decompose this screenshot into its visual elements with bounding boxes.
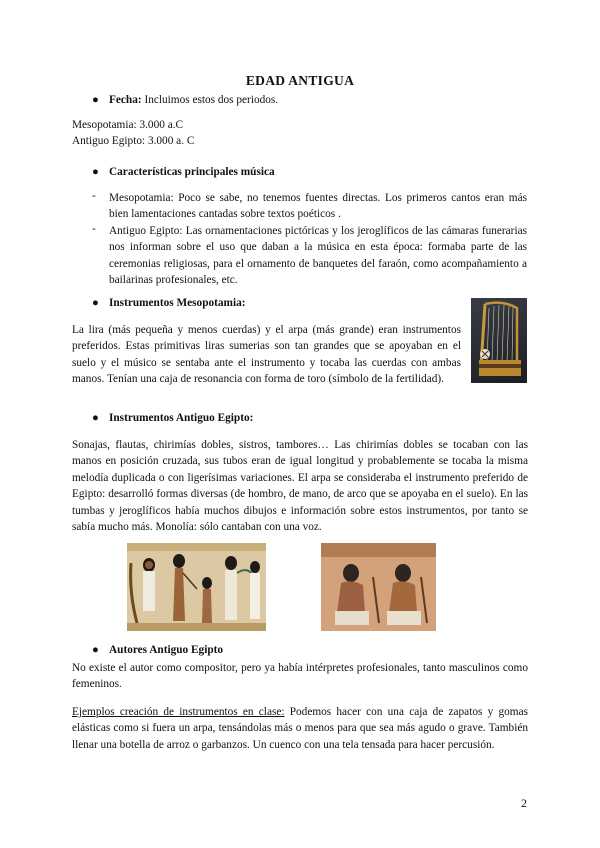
lyre-image	[471, 298, 527, 383]
autores-heading: Autores Antiguo Egipto	[109, 644, 224, 656]
date-mesopotamia: Mesopotamia: 3.000 a.C	[72, 119, 184, 131]
caracteristicas-item-text: Antiguo Egipto: Las ornamentaciones pictóricas y los jeroglíficos de las cámaras funerarias nos informan sobre el uso que daban a la música en esta época: formaba parte de las ceremonias religiosas, para el ornamento de banquetes del faraón, como acompañamiento a bailarinas profesionales, etc.	[109, 225, 527, 287]
autores-paragraph: No existe el autor como compositor, pero ya había intérpretes profesionales, tanto masculinos como femeninos.	[72, 662, 528, 691]
page-title: EDAD ANTIGUA	[245, 73, 355, 88]
ejemplos-text: Podemos hacer con una caja de zapatos y gomas elásticas como si fuera un arpa, tensándolas más o menos para que sea más agudo o grave. También llenar una botella de arroz o garbanzos. Un cuenco con una tela tensada para hacer percusión.	[72, 706, 528, 751]
bullet-icon: ●	[92, 297, 99, 309]
ejemplos-label: Ejemplos creación de instrumentos en clase:	[72, 706, 285, 718]
date-egipto: Antiguo Egipto: 3.000 a. C	[72, 135, 195, 147]
fecha-label: Fecha:	[109, 94, 142, 106]
meso-paragraph: La lira (más pequeña y menos cuerdas) y el arpa (más grande) eran instrumentos preferidos. Estas primitivas liras sumerias son tan grandes que se apoyaban en el suelo y el músico se sentaba ante el instrumento y tocaba las cuerdas con ambas manos. Tenían una caja de resonancia con forma de toro (símbolo de la fertilidad).	[72, 324, 461, 386]
document-page: EDAD ANTIGUA ● Fecha: Incluimos estos dos periodos. Mesopotamia: 3.000 a.C Antiguo Egipto: 3.000 a. C ● Características principales música - Mesopotamia: Poco se sabe, no tenemos fuentes directas. Los primeros cantos eran más bien lamentaciones cantadas sobre textos poéticos . - Antiguo Egipto: Las ornamentaciones pictóricas y los jeroglíficos de las cámaras funerarias nos informan sobre el uso que daban a la música en esta época: formaba parte de las ceremonias religiosas, para el ornamento de banquetes del faraón, como acompañamiento a bailarinas profesionales, etc. ● Instrumentos Mesopotamia: La lira (más pequeña y menos cuerdas) y el arpa (más grande) eran instrumentos preferidos. Estas primitivas liras sumerias son tan grandes que se apoyaban en el suelo y el músico se sentaba ante el instrumento y tocaba las cuerdas con ambas manos. Tenían una caja de resonancia con forma de toro (símbolo de la fertilidad). ● Instrumentos Antiguo Egipto: Sonajas, flautas, chirimías dobles, sistros, tambores… Las chirimías dobles se tocaban con las manos en posición cruzada, sus tubos eran de igual longitud y probablemente se tocaba la misma melodía duplicada o con ligerísimas variaciones. El arpa se consideraba el instrumento preferido de Egipto: desarrolló formas diversas (de hombro, de mano, de arco que se apoyaba en el suelo). En las tumbas y jeroglíficos había muchos dibujos e información sobre estos instrumentos, por tanto se sabía mucho más. Monolía: sólo cantaban con una voz. ● Autores Antiguo Egipto No existe el autor como compositor, pero ya había intérpretes profesionales, tanto masculinos como femeninos. Ejemplos creación de instrumentos en clase: Podemos hacer con una caja de zapatos y gomas elásticas como si fuera un arpa, tensándolas más o menos para que sea más agudo o grave. También llenar una botella de arroz o garbanzos. Un cuenco con una tela tensada para hacer percusión. 2	[0, 0, 600, 848]
bullet-icon: ●	[92, 94, 99, 106]
musicians-fresco	[127, 543, 266, 631]
bullet-icon: ●	[92, 166, 99, 178]
bullet-icon: ●	[92, 644, 99, 656]
egyptian-harpists-image	[321, 543, 436, 631]
bullet-icon: ●	[92, 412, 99, 424]
egipto-paragraph: Sonajas, flautas, chirimías dobles, sistros, tambores… Las chirimías dobles se tocaban con las manos en posición cruzada, sus tubos eran de igual longitud y probablemente se tocaba la misma melodía duplicada o con ligerísimas variaciones. El arpa se consideraba el instrumento preferido de Egipto: desarrolló formas diversas (de hombro, de mano, de arco que se apoyaba en el suelo). En las tumbas y jeroglíficos había muchos dibujos e información sobre estos instrumentos, por tanto se sabía mucho más. Monolía: sólo cantaban con una voz.	[72, 439, 528, 534]
egyptian-musicians-image	[127, 543, 266, 631]
page-number: 2	[521, 796, 527, 810]
fecha-text: Incluimos estos dos periodos.	[144, 94, 279, 106]
lyre-picture	[471, 298, 527, 383]
caracteristicas-heading: Características principales música	[109, 166, 275, 178]
meso-heading: Instrumentos Mesopotamia:	[109, 297, 246, 309]
harpists-fresco	[321, 543, 436, 631]
egipto-heading: Instrumentos Antiguo Egipto:	[109, 412, 254, 424]
caracteristicas-item-text: Mesopotamia: Poco se sabe, no tenemos fuentes directas. Los primeros cantos eran más bien lamentaciones cantadas sobre textos poéticos .	[109, 192, 527, 221]
ejemplos-paragraph	[72, 704, 528, 753]
